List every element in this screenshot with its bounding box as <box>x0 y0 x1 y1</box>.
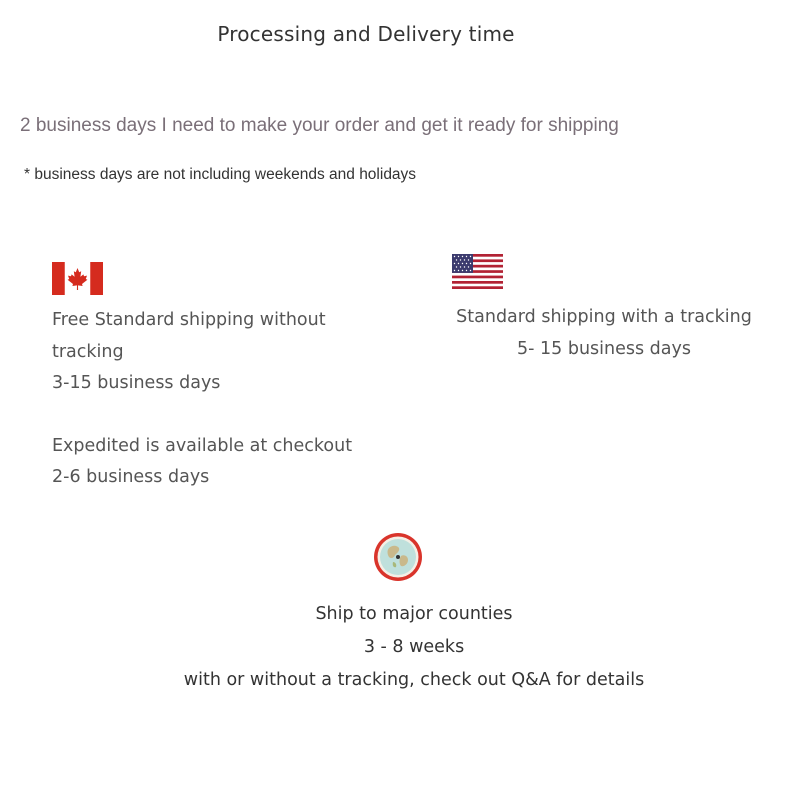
world-line-1: Ship to major counties <box>315 604 513 624</box>
business-days-note: * business days are not including weekends and holidays <box>24 166 417 183</box>
canada-line-2: tracking <box>52 341 124 362</box>
usa-line-1: Standard shipping with a tracking <box>456 307 752 327</box>
canada-line-5: 2-6 business days <box>52 467 210 487</box>
canada-shipping-info <box>52 305 382 494</box>
world-shipping-info <box>0 598 794 697</box>
usa-line-2: 5- 15 business days <box>517 339 691 359</box>
usa-flag-icon <box>452 254 503 289</box>
world-line-3: with or without a tracking, check out Q&A for details <box>183 670 645 690</box>
canada-flag-icon <box>52 262 103 295</box>
world-line-2: 3 - 8 weeks <box>363 637 465 657</box>
canada-line-4: Expedited is available at checkout <box>52 435 353 456</box>
canada-line-3: 3-15 business days <box>52 373 221 393</box>
usa-shipping-info <box>440 301 768 365</box>
canada-line-1: Free Standard shipping without <box>52 310 326 330</box>
page-title: Processing and Delivery time <box>217 22 515 46</box>
spacer <box>52 400 382 431</box>
processing-time-text: 2 business days I need to make your order and get it ready for shipping <box>20 115 619 136</box>
world-globe-icon <box>373 532 423 582</box>
